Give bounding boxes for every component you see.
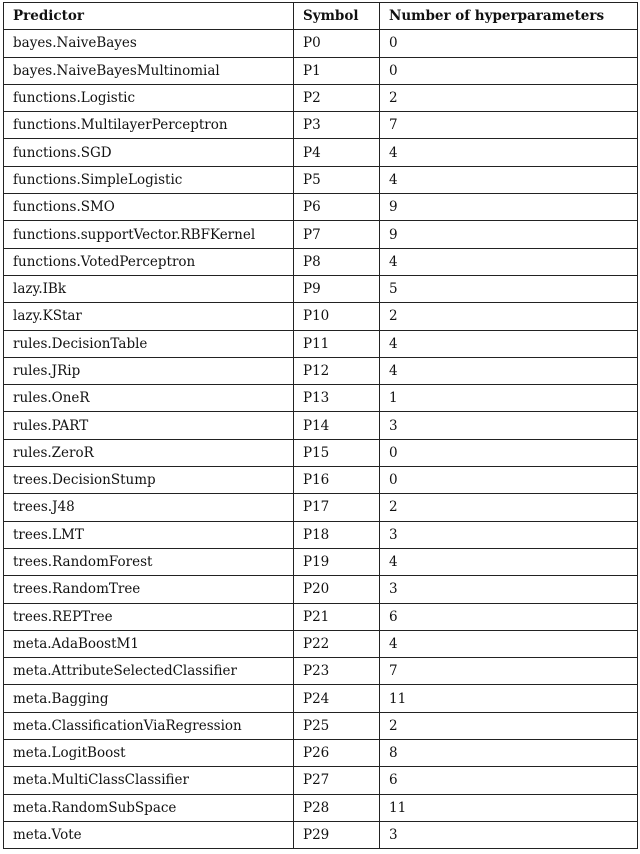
table-row [4,166,638,193]
table-row [4,275,638,302]
symbol-cell: P8 [294,248,380,275]
predictor-cell: functions.SMO [4,194,294,221]
hyperparameter-count-cell: 2 [380,303,638,330]
hyperparameter-count-cell: 4 [380,248,638,275]
table-row [4,303,638,330]
predictor-cell: meta.RandomSubSpace [4,794,294,821]
hyperparameter-count-cell: 4 [380,166,638,193]
header-predictor: Predictor [4,3,294,30]
predictor-cell: functions.VotedPerceptron [4,248,294,275]
hyperparameter-count-cell: 0 [380,439,638,466]
table-row [4,221,638,248]
hyperparameter-count-cell: 8 [380,740,638,767]
hyperparameter-count-cell: 2 [380,712,638,739]
table-row [4,84,638,111]
symbol-cell: P24 [294,685,380,712]
table-row [4,548,638,575]
hyperparameter-count-cell: 4 [380,630,638,657]
table-row [4,821,638,848]
symbol-cell: P17 [294,494,380,521]
hyperparameter-count-cell: 2 [380,494,638,521]
table-row [4,685,638,712]
symbol-cell: P6 [294,194,380,221]
symbol-cell: P25 [294,712,380,739]
hyperparameter-count-cell: 4 [380,548,638,575]
predictor-cell: lazy.IBk [4,275,294,302]
hyperparameter-count-cell: 7 [380,658,638,685]
symbol-cell: P15 [294,439,380,466]
table-row [4,521,638,548]
predictor-cell: rules.OneR [4,385,294,412]
hyperparameter-count-cell: 0 [380,467,638,494]
predictor-cell: trees.DecisionStump [4,467,294,494]
table-row [4,494,638,521]
table-row [4,439,638,466]
symbol-cell: P4 [294,139,380,166]
predictor-cell: trees.RandomTree [4,576,294,603]
hyperparameter-count-cell: 9 [380,194,638,221]
table-header [4,3,638,30]
hyperparameter-count-cell: 9 [380,221,638,248]
table-row [4,603,638,630]
predictor-cell: meta.LogitBoost [4,740,294,767]
hyperparameter-count-cell: 6 [380,767,638,794]
symbol-cell: P23 [294,658,380,685]
predictor-cell: functions.Logistic [4,84,294,111]
symbol-cell: P0 [294,30,380,57]
symbol-cell: P14 [294,412,380,439]
predictor-cell: meta.AdaBoostM1 [4,630,294,657]
symbol-cell: P19 [294,548,380,575]
symbol-cell: P3 [294,112,380,139]
symbol-cell: P26 [294,740,380,767]
table-row [4,57,638,84]
predictor-cell: functions.MultilayerPerceptron [4,112,294,139]
predictor-cell: meta.MultiClassClassifier [4,767,294,794]
table-row [4,412,638,439]
table-row [4,112,638,139]
table-row [4,767,638,794]
predictor-cell: functions.SGD [4,139,294,166]
symbol-cell: P11 [294,330,380,357]
table-row [4,658,638,685]
predictor-cell: trees.REPTree [4,603,294,630]
hyperparameter-count-cell: 2 [380,84,638,111]
hyperparameter-count-cell: 3 [380,412,638,439]
predictor-cell: bayes.NaiveBayes [4,30,294,57]
symbol-cell: P22 [294,630,380,657]
predictor-cell: rules.ZeroR [4,439,294,466]
predictor-cell: lazy.KStar [4,303,294,330]
symbol-cell: P13 [294,385,380,412]
hyperparameter-count-cell: 11 [380,685,638,712]
symbol-cell: P9 [294,275,380,302]
predictor-cell: meta.Vote [4,821,294,848]
symbol-cell: P20 [294,576,380,603]
predictor-cell: rules.JRip [4,357,294,384]
predictor-cell: functions.supportVector.RBFKernel [4,221,294,248]
header-row [4,3,638,30]
hyperparameter-count-cell: 4 [380,357,638,384]
table-row [4,248,638,275]
predictor-cell: functions.SimpleLogistic [4,166,294,193]
hyperparameter-count-cell: 0 [380,57,638,84]
symbol-cell: P10 [294,303,380,330]
table-row [4,740,638,767]
table-row [4,712,638,739]
symbol-cell: P21 [294,603,380,630]
symbol-cell: P27 [294,767,380,794]
symbol-cell: P7 [294,221,380,248]
table-row [4,630,638,657]
predictor-cell: bayes.NaiveBayesMultinomial [4,57,294,84]
table-row [4,576,638,603]
symbol-cell: P2 [294,84,380,111]
hyperparameter-count-cell: 6 [380,603,638,630]
table-row [4,794,638,821]
hyperparameter-count-cell: 11 [380,794,638,821]
symbol-cell: P5 [294,166,380,193]
predictor-cell: meta.ClassificationViaRegression [4,712,294,739]
table-row [4,385,638,412]
symbol-cell: P28 [294,794,380,821]
table-row [4,30,638,57]
header-symbol: Symbol [294,3,380,30]
predictor-cell: trees.LMT [4,521,294,548]
table-body [4,30,638,849]
predictor-cell: meta.Bagging [4,685,294,712]
hyperparameter-count-cell: 7 [380,112,638,139]
hyperparameter-count-cell: 3 [380,576,638,603]
hyperparameter-count-cell: 0 [380,30,638,57]
hyperparameter-count-cell: 5 [380,275,638,302]
symbol-cell: P18 [294,521,380,548]
symbol-cell: P29 [294,821,380,848]
hyperparameter-count-cell: 4 [380,139,638,166]
hyperparameter-count-cell: 1 [380,385,638,412]
hyperparameter-count-cell: 4 [380,330,638,357]
symbol-cell: P12 [294,357,380,384]
symbol-cell: P16 [294,467,380,494]
hyperparameter-count-cell: 3 [380,521,638,548]
symbol-cell: P1 [294,57,380,84]
predictor-cell: trees.J48 [4,494,294,521]
hyperparameter-count-cell: 3 [380,821,638,848]
table-row [4,357,638,384]
predictor-cell: rules.PART [4,412,294,439]
header-hyperparameters: Number of hyperparameters [380,3,638,30]
predictor-cell: meta.AttributeSelectedClassifier [4,658,294,685]
table-row [4,330,638,357]
predictor-cell: trees.RandomForest [4,548,294,575]
predictor-table [3,2,638,849]
table-row [4,467,638,494]
predictor-cell: rules.DecisionTable [4,330,294,357]
table-row [4,139,638,166]
table-row [4,194,638,221]
